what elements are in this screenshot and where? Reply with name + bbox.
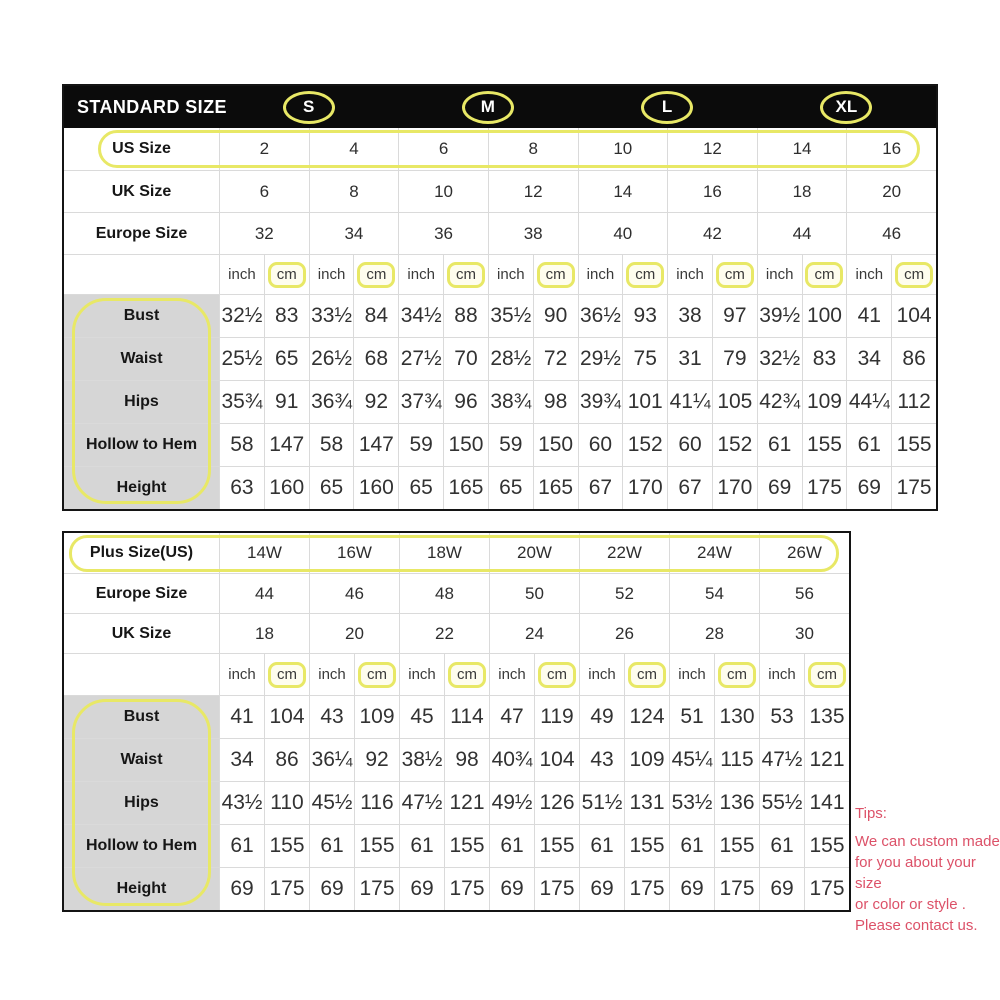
size-conversion-row <box>64 170 936 212</box>
measurement-cell: 83 <box>802 338 847 380</box>
measurement-cell: 155 <box>534 825 579 867</box>
cm-highlight-box: cm <box>447 262 485 288</box>
cm-unit-cell <box>353 255 398 294</box>
measurement-row <box>64 294 936 337</box>
cm-unit-cell <box>891 255 936 294</box>
measurement-cell: 58 <box>219 424 264 466</box>
cm-unit-cell <box>264 654 309 695</box>
size-cell: 24W <box>669 533 759 573</box>
measurement-cell: 53½ <box>669 782 714 824</box>
measurement-cell: 150 <box>533 424 578 466</box>
cm-highlight-box: cm <box>626 262 664 288</box>
measurement-cell: 75 <box>622 338 667 380</box>
measurement-cell: 104 <box>891 295 936 337</box>
cm-highlight-box: cm <box>628 662 666 688</box>
cm-highlight-box: cm <box>716 262 754 288</box>
row-label: UK Size <box>111 624 172 642</box>
size-cell: 22 <box>399 614 489 653</box>
inch-unit-cell: inch <box>309 255 354 294</box>
measurement-cell: 175 <box>264 868 309 910</box>
measurement-cell: 88 <box>443 295 488 337</box>
measurement-cell: 165 <box>533 467 578 509</box>
size-cell: 20 <box>309 614 399 653</box>
inch-unit-cell: inch <box>757 255 802 294</box>
measurement-cell: 92 <box>353 381 398 423</box>
size-cell: 54 <box>669 574 759 613</box>
measurement-cell: 47 <box>489 696 534 738</box>
size-cell: 44 <box>219 574 309 613</box>
measurement-cell: 84 <box>353 295 398 337</box>
inch-unit-cell: inch <box>398 255 443 294</box>
measurement-cell: 65 <box>398 467 443 509</box>
measurement-cell: 38 <box>667 295 712 337</box>
measurement-cell: 131 <box>624 782 669 824</box>
measurement-cell: 34 <box>219 739 264 781</box>
measurement-cell: 175 <box>714 868 759 910</box>
measurement-cell: 32½ <box>757 338 802 380</box>
measurement-cell: 121 <box>804 739 849 781</box>
measurement-cell: 96 <box>443 381 488 423</box>
measurement-cell: 69 <box>309 868 354 910</box>
measurement-cell: 69 <box>757 467 802 509</box>
cm-unit-cell <box>622 255 667 294</box>
measurement-cell: 42¾ <box>757 381 802 423</box>
size-cell: 16W <box>309 533 399 573</box>
measurement-cell: 44¼ <box>846 381 891 423</box>
measurement-cell: 43 <box>309 696 354 738</box>
tips-title: Tips: <box>855 805 887 822</box>
cm-unit-cell <box>712 255 757 294</box>
measurement-row <box>64 824 849 867</box>
measurement-cell: 155 <box>624 825 669 867</box>
size-conversion-row <box>64 613 849 653</box>
size-cell: 40 <box>578 213 668 254</box>
measurement-cell: 175 <box>891 467 936 509</box>
inch-unit-cell: inch <box>219 255 264 294</box>
row-label: US Size <box>112 140 171 157</box>
measurement-cell: 175 <box>624 868 669 910</box>
measurement-cell: 69 <box>219 868 264 910</box>
measurement-cell: 37¾ <box>398 381 443 423</box>
size-cell: 16 <box>846 128 936 170</box>
size-cell: 42 <box>667 213 757 254</box>
measurement-label: Height <box>64 467 219 509</box>
measurement-cell: 34 <box>846 338 891 380</box>
row-label <box>64 654 219 695</box>
inch-unit-cell: inch <box>759 654 804 695</box>
measurement-cell: 33½ <box>309 295 354 337</box>
measurement-cell: 98 <box>444 739 489 781</box>
measurement-cell: 160 <box>264 467 309 509</box>
measurement-cell: 112 <box>891 381 936 423</box>
size-cell: 2 <box>219 128 309 170</box>
measurement-cell: 126 <box>534 782 579 824</box>
measurement-cell: 115 <box>714 739 759 781</box>
measurement-cell: 160 <box>353 467 398 509</box>
measurement-cell: 53 <box>759 696 804 738</box>
measurement-cell: 63 <box>219 467 264 509</box>
measurement-cell: 155 <box>891 424 936 466</box>
measurement-cell: 36¼ <box>309 739 354 781</box>
measurement-cell: 109 <box>802 381 847 423</box>
size-cell: 48 <box>399 574 489 613</box>
measurement-cell: 43½ <box>219 782 264 824</box>
size-group-cell <box>219 86 398 128</box>
measurement-cell: 155 <box>714 825 759 867</box>
inch-unit-cell: inch <box>219 654 264 695</box>
measurement-cell: 49 <box>579 696 624 738</box>
cm-highlight-box: cm <box>358 662 396 688</box>
inch-unit-cell: inch <box>309 654 354 695</box>
measurement-cell: 61 <box>669 825 714 867</box>
measurement-cell: 36½ <box>578 295 623 337</box>
size-cell: 32 <box>219 213 309 254</box>
measurement-cell: 60 <box>578 424 623 466</box>
size-cell: 14 <box>757 128 847 170</box>
measurement-cell: 67 <box>578 467 623 509</box>
size-conversion-row-highlighted <box>64 128 936 170</box>
measurement-cell: 67 <box>667 467 712 509</box>
standard-size-table <box>62 84 938 511</box>
inch-unit-cell: inch <box>488 255 533 294</box>
measurement-row <box>64 738 849 781</box>
measurement-cell: 70 <box>443 338 488 380</box>
measurement-cell: 124 <box>624 696 669 738</box>
tips-line: Please contact us. <box>855 917 978 934</box>
measurement-cell: 31 <box>667 338 712 380</box>
plus-size-rows <box>64 533 849 910</box>
size-cell: 4 <box>309 128 399 170</box>
cm-unit-cell <box>802 255 847 294</box>
measurement-label: Bust <box>64 696 219 738</box>
measurement-cell: 65 <box>488 467 533 509</box>
size-cell: 20W <box>489 533 579 573</box>
cm-unit-cell <box>624 654 669 695</box>
size-cell: 8 <box>488 128 578 170</box>
size-cell: 50 <box>489 574 579 613</box>
size-cell: 26W <box>759 533 849 573</box>
inch-unit-cell: inch <box>667 255 712 294</box>
measurement-cell: 59 <box>488 424 533 466</box>
measurement-cell: 61 <box>579 825 624 867</box>
tips-line: We can custom made <box>855 833 1000 850</box>
measurement-cell: 175 <box>354 868 399 910</box>
measurement-cell: 36¾ <box>309 381 354 423</box>
size-cell: 18W <box>399 533 489 573</box>
size-cell: 20 <box>846 171 936 212</box>
measurement-cell: 91 <box>264 381 309 423</box>
size-cell: 44 <box>757 213 847 254</box>
measurement-cell: 155 <box>804 825 849 867</box>
measurement-cell: 116 <box>354 782 399 824</box>
measurement-cell: 141 <box>804 782 849 824</box>
measurement-cell: 58 <box>309 424 354 466</box>
measurement-cell: 165 <box>443 467 488 509</box>
cm-highlight-box: cm <box>808 662 846 688</box>
tips-line: for you about your size <box>855 854 976 892</box>
measurement-cell: 49½ <box>489 782 534 824</box>
size-group-letters <box>219 86 936 128</box>
measurement-cell: 155 <box>444 825 489 867</box>
measurement-cell: 90 <box>533 295 578 337</box>
measurement-cell: 69 <box>669 868 714 910</box>
size-cell: 10 <box>398 171 488 212</box>
size-cell: 12 <box>667 128 757 170</box>
cm-unit-cell <box>534 654 579 695</box>
measurement-cell: 45¼ <box>669 739 714 781</box>
measurement-cell: 61 <box>759 825 804 867</box>
measurement-cell: 147 <box>353 424 398 466</box>
measurement-cell: 61 <box>846 424 891 466</box>
measurement-cell: 47½ <box>759 739 804 781</box>
measurement-cell: 147 <box>264 424 309 466</box>
cm-highlight-box: cm <box>268 662 306 688</box>
size-cell: 8 <box>309 171 399 212</box>
inch-unit-cell: inch <box>399 654 444 695</box>
size-cell: 18 <box>219 614 309 653</box>
standard-size-header-bar <box>64 86 936 128</box>
measurement-cell: 69 <box>489 868 534 910</box>
inch-unit-cell: inch <box>669 654 714 695</box>
measurement-cell: 175 <box>804 868 849 910</box>
measurement-cell: 41 <box>846 295 891 337</box>
size-cell: 14 <box>578 171 668 212</box>
cm-unit-cell <box>264 255 309 294</box>
measurement-cell: 98 <box>533 381 578 423</box>
size-cell: 46 <box>309 574 399 613</box>
units-row <box>64 653 849 695</box>
standard-size-title: STANDARD SIZE <box>77 96 227 117</box>
size-cell: 38 <box>488 213 578 254</box>
size-cell: 46 <box>846 213 936 254</box>
measurement-cell: 61 <box>309 825 354 867</box>
measurement-cell: 60 <box>667 424 712 466</box>
size-cell: 10 <box>578 128 668 170</box>
measurement-cell: 86 <box>264 739 309 781</box>
cm-unit-cell <box>714 654 759 695</box>
size-cell: 6 <box>398 128 488 170</box>
units-row <box>64 254 936 294</box>
measurement-label: Waist <box>64 338 219 380</box>
measurement-cell: 72 <box>533 338 578 380</box>
measurement-label: Hips <box>64 782 219 824</box>
measurement-cell: 170 <box>622 467 667 509</box>
measurement-label: Waist <box>64 739 219 781</box>
cm-highlight-box: cm <box>448 662 486 688</box>
size-cell: 18 <box>757 171 847 212</box>
row-label: Europe Size <box>95 224 188 242</box>
cm-unit-cell <box>443 255 488 294</box>
row-label: Plus Size(US) <box>89 544 194 561</box>
measurement-cell: 109 <box>354 696 399 738</box>
measurement-cell: 45½ <box>309 782 354 824</box>
measurement-cell: 69 <box>846 467 891 509</box>
size-cell: 34 <box>309 213 399 254</box>
row-label: Europe Size <box>95 584 188 602</box>
measurement-cell: 170 <box>712 467 757 509</box>
inch-unit-cell: inch <box>578 255 623 294</box>
cm-highlight-box: cm <box>538 662 576 688</box>
row-label <box>64 255 219 294</box>
measurement-cell: 32½ <box>219 295 264 337</box>
measurement-cell: 45 <box>399 696 444 738</box>
size-conversion-row <box>64 212 936 254</box>
measurement-cell: 27½ <box>398 338 443 380</box>
size-cell: 28 <box>669 614 759 653</box>
measurement-cell: 26½ <box>309 338 354 380</box>
measurement-row <box>64 466 936 509</box>
cm-highlight-box: cm <box>537 262 575 288</box>
measurement-cell: 41¼ <box>667 381 712 423</box>
cm-highlight-box: cm <box>357 262 395 288</box>
measurement-cell: 35¾ <box>219 381 264 423</box>
measurement-cell: 175 <box>534 868 579 910</box>
measurement-cell: 121 <box>444 782 489 824</box>
measurement-cell: 55½ <box>759 782 804 824</box>
measurement-cell: 130 <box>714 696 759 738</box>
inch-unit-cell: inch <box>579 654 624 695</box>
measurement-cell: 135 <box>804 696 849 738</box>
cm-highlight-box: cm <box>268 262 306 288</box>
standard-size-rows <box>64 128 936 509</box>
measurement-cell: 35½ <box>488 295 533 337</box>
size-group-ellipse: M <box>462 91 514 124</box>
measurement-cell: 100 <box>802 295 847 337</box>
measurement-cell: 25½ <box>219 338 264 380</box>
measurement-row <box>64 781 849 824</box>
size-cell: 26 <box>579 614 669 653</box>
measurement-cell: 61 <box>219 825 264 867</box>
measurement-cell: 61 <box>489 825 534 867</box>
size-group-ellipse: XL <box>820 91 872 124</box>
size-cell: 12 <box>488 171 578 212</box>
measurement-cell: 109 <box>624 739 669 781</box>
measurement-cell: 51 <box>669 696 714 738</box>
measurement-cell: 155 <box>354 825 399 867</box>
size-group-cell <box>578 86 757 128</box>
measurement-label: Hollow to Hem <box>64 825 219 867</box>
measurement-label: Bust <box>64 295 219 337</box>
size-group-cell <box>757 86 936 128</box>
size-cell: 56 <box>759 574 849 613</box>
size-conversion-row-highlighted <box>64 533 849 573</box>
measurement-cell: 61 <box>399 825 444 867</box>
measurement-cell: 29½ <box>578 338 623 380</box>
measurement-cell: 43 <box>579 739 624 781</box>
size-cell: 24 <box>489 614 579 653</box>
size-cell: 22W <box>579 533 669 573</box>
cm-highlight-box: cm <box>895 262 933 288</box>
tips-line: or color or style . <box>855 896 966 913</box>
measurement-cell: 39¾ <box>578 381 623 423</box>
measurement-cell: 41 <box>219 696 264 738</box>
measurement-row <box>64 423 936 466</box>
measurement-cell: 38½ <box>399 739 444 781</box>
measurement-cell: 97 <box>712 295 757 337</box>
measurement-cell: 136 <box>714 782 759 824</box>
measurement-row <box>64 337 936 380</box>
measurement-cell: 79 <box>712 338 757 380</box>
size-cell: 36 <box>398 213 488 254</box>
cm-highlight-box: cm <box>718 662 756 688</box>
size-group-ellipse: S <box>283 91 335 124</box>
measurement-cell: 86 <box>891 338 936 380</box>
measurement-cell: 65 <box>264 338 309 380</box>
size-group-ellipse: L <box>641 91 693 124</box>
measurement-cell: 39½ <box>757 295 802 337</box>
size-conversion-row <box>64 573 849 613</box>
measurement-cell: 69 <box>759 868 804 910</box>
tips-note <box>855 803 1000 936</box>
measurement-cell: 83 <box>264 295 309 337</box>
measurement-cell: 114 <box>444 696 489 738</box>
measurement-cell: 110 <box>264 782 309 824</box>
measurement-cell: 155 <box>264 825 309 867</box>
measurement-cell: 92 <box>354 739 399 781</box>
measurement-row <box>64 695 849 738</box>
measurement-cell: 104 <box>534 739 579 781</box>
plus-size-table <box>62 531 851 912</box>
inch-unit-cell: inch <box>489 654 534 695</box>
measurement-cell: 69 <box>399 868 444 910</box>
cm-unit-cell <box>533 255 578 294</box>
measurement-cell: 40¾ <box>489 739 534 781</box>
measurement-cell: 150 <box>443 424 488 466</box>
size-cell: 14W <box>219 533 309 573</box>
size-cell: 52 <box>579 574 669 613</box>
measurement-cell: 65 <box>309 467 354 509</box>
measurement-cell: 47½ <box>399 782 444 824</box>
measurement-cell: 38¾ <box>488 381 533 423</box>
row-label: UK Size <box>111 182 172 200</box>
measurement-cell: 104 <box>264 696 309 738</box>
measurement-cell: 152 <box>622 424 667 466</box>
size-cell: 16 <box>667 171 757 212</box>
measurement-label: Height <box>64 868 219 910</box>
size-cell: 6 <box>219 171 309 212</box>
measurement-row <box>64 867 849 910</box>
cm-unit-cell <box>804 654 849 695</box>
measurement-cell: 105 <box>712 381 757 423</box>
measurement-cell: 61 <box>757 424 802 466</box>
measurement-cell: 93 <box>622 295 667 337</box>
measurement-cell: 119 <box>534 696 579 738</box>
inch-unit-cell: inch <box>846 255 891 294</box>
size-group-cell <box>398 86 577 128</box>
measurement-cell: 69 <box>579 868 624 910</box>
measurement-cell: 175 <box>802 467 847 509</box>
measurement-cell: 59 <box>398 424 443 466</box>
measurement-label: Hollow to Hem <box>64 424 219 466</box>
cm-unit-cell <box>354 654 399 695</box>
cm-unit-cell <box>444 654 489 695</box>
measurement-row <box>64 380 936 423</box>
size-cell: 30 <box>759 614 849 653</box>
measurement-cell: 175 <box>444 868 489 910</box>
measurement-cell: 101 <box>622 381 667 423</box>
measurement-cell: 34½ <box>398 295 443 337</box>
cm-highlight-box: cm <box>805 262 843 288</box>
measurement-cell: 51½ <box>579 782 624 824</box>
measurement-cell: 28½ <box>488 338 533 380</box>
measurement-cell: 68 <box>353 338 398 380</box>
measurement-label: Hips <box>64 381 219 423</box>
measurement-cell: 155 <box>802 424 847 466</box>
measurement-cell: 152 <box>712 424 757 466</box>
